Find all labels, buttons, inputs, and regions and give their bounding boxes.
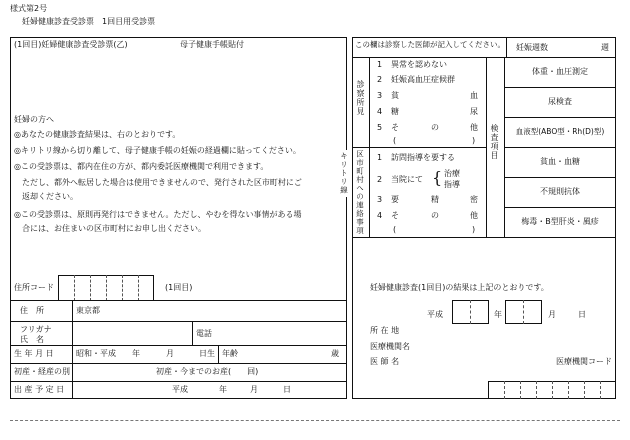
digit-divider [600,381,601,399]
exam-item-text[interactable]: 異常を認めない [391,60,447,69]
digit-divider [138,275,139,301]
weeks-unit: 週 [601,43,609,52]
liaison-item-text[interactable]: そ [391,211,399,220]
test-row-divider [504,87,616,88]
digit-divider [504,381,505,399]
digit-divider [568,381,569,399]
exam-item-text[interactable]: 妊娠高血圧症候群 [391,75,455,84]
name-field[interactable] [73,322,191,344]
doctor-name-field[interactable] [420,355,530,369]
exam-item-text: 尿 [470,107,478,116]
liaison-option[interactable]: 指導 [444,180,460,189]
parity-label: 初産・経産の別 [14,367,70,376]
age-unit: 歳 [331,349,339,358]
due-era: 平成 [172,385,188,394]
dob-label: 生 年 月 日 [14,349,54,358]
notice-line: ◎キリトリ線から切り離して、母子健康手帳の妊娠の経過欄に貼ってください。 [14,146,301,155]
items-divider [486,57,487,237]
phone-field[interactable] [222,322,346,344]
exam-item-text[interactable]: 貧 [391,91,399,100]
facility-name-field[interactable] [420,340,610,354]
liaison-item-text: 他 [470,211,478,220]
test-row-divider [504,147,616,148]
liaison-item-text[interactable]: 訪問指導を要する [391,153,455,162]
liaison-section-label: 区市町村への連絡事項 [355,150,365,235]
phone-label: 電話 [196,329,212,338]
dob-month-unit: 月 [166,349,174,358]
paren-close: ) [472,136,476,145]
name-label: 氏 名 [20,335,44,344]
grid-top [352,57,616,58]
liaison-option[interactable]: 治療 [444,169,460,178]
liaison-item-no: 2 [377,175,383,184]
address-value[interactable]: 東京都 [76,306,100,315]
facility-name-label: 医療機関名 [370,342,410,351]
test-row-divider [504,177,616,178]
weeks-divider [506,37,507,57]
digit-divider [523,300,524,324]
liaison-item-text: 精 [431,195,439,204]
grid-bottom [352,237,616,238]
brace-icon: { [432,168,443,187]
doctor-note: この欄は診察した医師が記入してください。 [355,40,505,49]
exam-item-text[interactable]: 糖 [391,107,399,116]
left-panel-label: (1回目)妊婦健康診査受診票(乙) [14,40,128,49]
exam-item-text: の [431,123,439,132]
doctor-name-label: 医 師 名 [370,357,400,366]
address-code-note: (1回目) [165,283,193,292]
notice-line: ◎あなたの健康診査結果は、右のとおりです。 [14,130,181,139]
digit-divider [90,275,91,301]
liaison-item-no: 4 [377,211,383,220]
dob-era[interactable]: 昭和・平成 [76,349,116,358]
exam-item-no: 5 [377,123,383,132]
row-divider [10,381,347,382]
digit-divider [106,275,107,301]
due-day-unit: 日 [283,385,291,394]
facility-address-label: 所 在 地 [370,326,400,335]
liaison-item-no: 1 [377,153,383,162]
test-item[interactable]: 尿検査 [548,97,572,106]
digit-divider [536,381,537,399]
exam-item-no: 2 [377,75,383,84]
test-item[interactable]: 血液型(ABO型・Rh(D)型) [515,127,605,136]
test-item[interactable]: 体重・血圧測定 [532,67,588,76]
digit-divider [122,275,123,301]
digit-divider [584,381,585,399]
form-title: 妊婦健康診査受診票 1回目用受診票 [22,17,156,26]
age-divider [218,345,219,363]
liaison-item-text: 密 [470,195,478,204]
digit-divider [74,275,75,301]
test-item[interactable]: 不規則抗体 [540,187,580,196]
paren-close: ) [472,225,476,234]
paren-open: ( [393,225,397,234]
paren-open: ( [393,136,397,145]
facility-code-label: 医療機関コード [556,357,612,366]
exam-item-no: 1 [377,60,383,69]
liaison-item-no: 3 [377,195,383,204]
date-year-unit: 年 [494,310,502,319]
address-label: 住 所 [20,306,44,315]
dob-day-unit: 日生 [199,349,215,358]
notice-line: ただし、都外へ転居した場合は使用できませんので、発行された区市町村にご [14,178,302,187]
row-divider [10,363,347,364]
exam-item-no: 3 [377,91,383,100]
parity-value[interactable]: 初産・今までのお産( 回) [156,367,259,376]
exam-item-text: 血 [470,91,478,100]
exam-item-text: 他 [470,123,478,132]
liaison-item-text[interactable]: 要 [391,195,399,204]
test-row-divider [504,207,616,208]
digit-divider [470,300,471,324]
bottom-cut-line [10,420,620,421]
furigana-label: フリガナ [20,325,52,334]
test-row-divider [504,117,616,118]
date-era: 平成 [427,310,443,319]
notice-line: 合には、お住まいの区市町村にお申し出ください。 [14,224,206,233]
test-item[interactable]: 梅毒・B型肝炎・風疹 [521,217,599,226]
form-number: 様式第2号 [10,4,48,13]
due-month-unit: 月 [250,385,258,394]
due-year-unit: 年 [219,385,227,394]
digit-divider [520,381,521,399]
notice-line: 返却ください。 [14,192,78,201]
digit-divider [552,381,553,399]
result-statement: 妊婦健康診査(1回目)の結果は上記のとおりです。 [370,283,549,292]
address-code-label: 住所コード [14,283,54,292]
notice-line: ◎この受診票は、原則再発行はできません。ただし、やむを得ない事情がある場 [14,210,302,219]
notice-heading: 妊婦の方へ [14,115,54,124]
facility-address-field[interactable] [420,324,610,338]
row-divider [10,345,347,346]
dob-year-unit: 年 [132,349,140,358]
liaison-item-text[interactable]: 当院にて [391,175,423,184]
exam-item-no: 4 [377,107,383,116]
section-divider [352,147,486,148]
cut-line-label: キリトリ線 [339,152,349,195]
due-date-label: 出 産 予 定 日 [14,385,65,394]
age-label: 年齢 [222,349,238,358]
date-month-unit: 月 [548,310,556,319]
date-day-unit: 日 [578,310,586,319]
paste-label: 母子健康手帳貼付 [180,40,244,49]
exam-section-label: 診察所見 [356,80,365,116]
liaison-item-text: の [431,211,439,220]
exam-item-text[interactable]: そ [391,123,399,132]
test-item[interactable]: 貧血・血糖 [540,157,580,166]
weeks-label: 妊娠週数 [516,43,548,52]
notice-line: ◎この受診票は、都内在住の方が、都内委託医療機関で利用できます。 [14,162,269,171]
test-items-label: 検査項目 [490,124,499,160]
label-column-divider [72,300,73,399]
phone-divider [192,321,193,345]
